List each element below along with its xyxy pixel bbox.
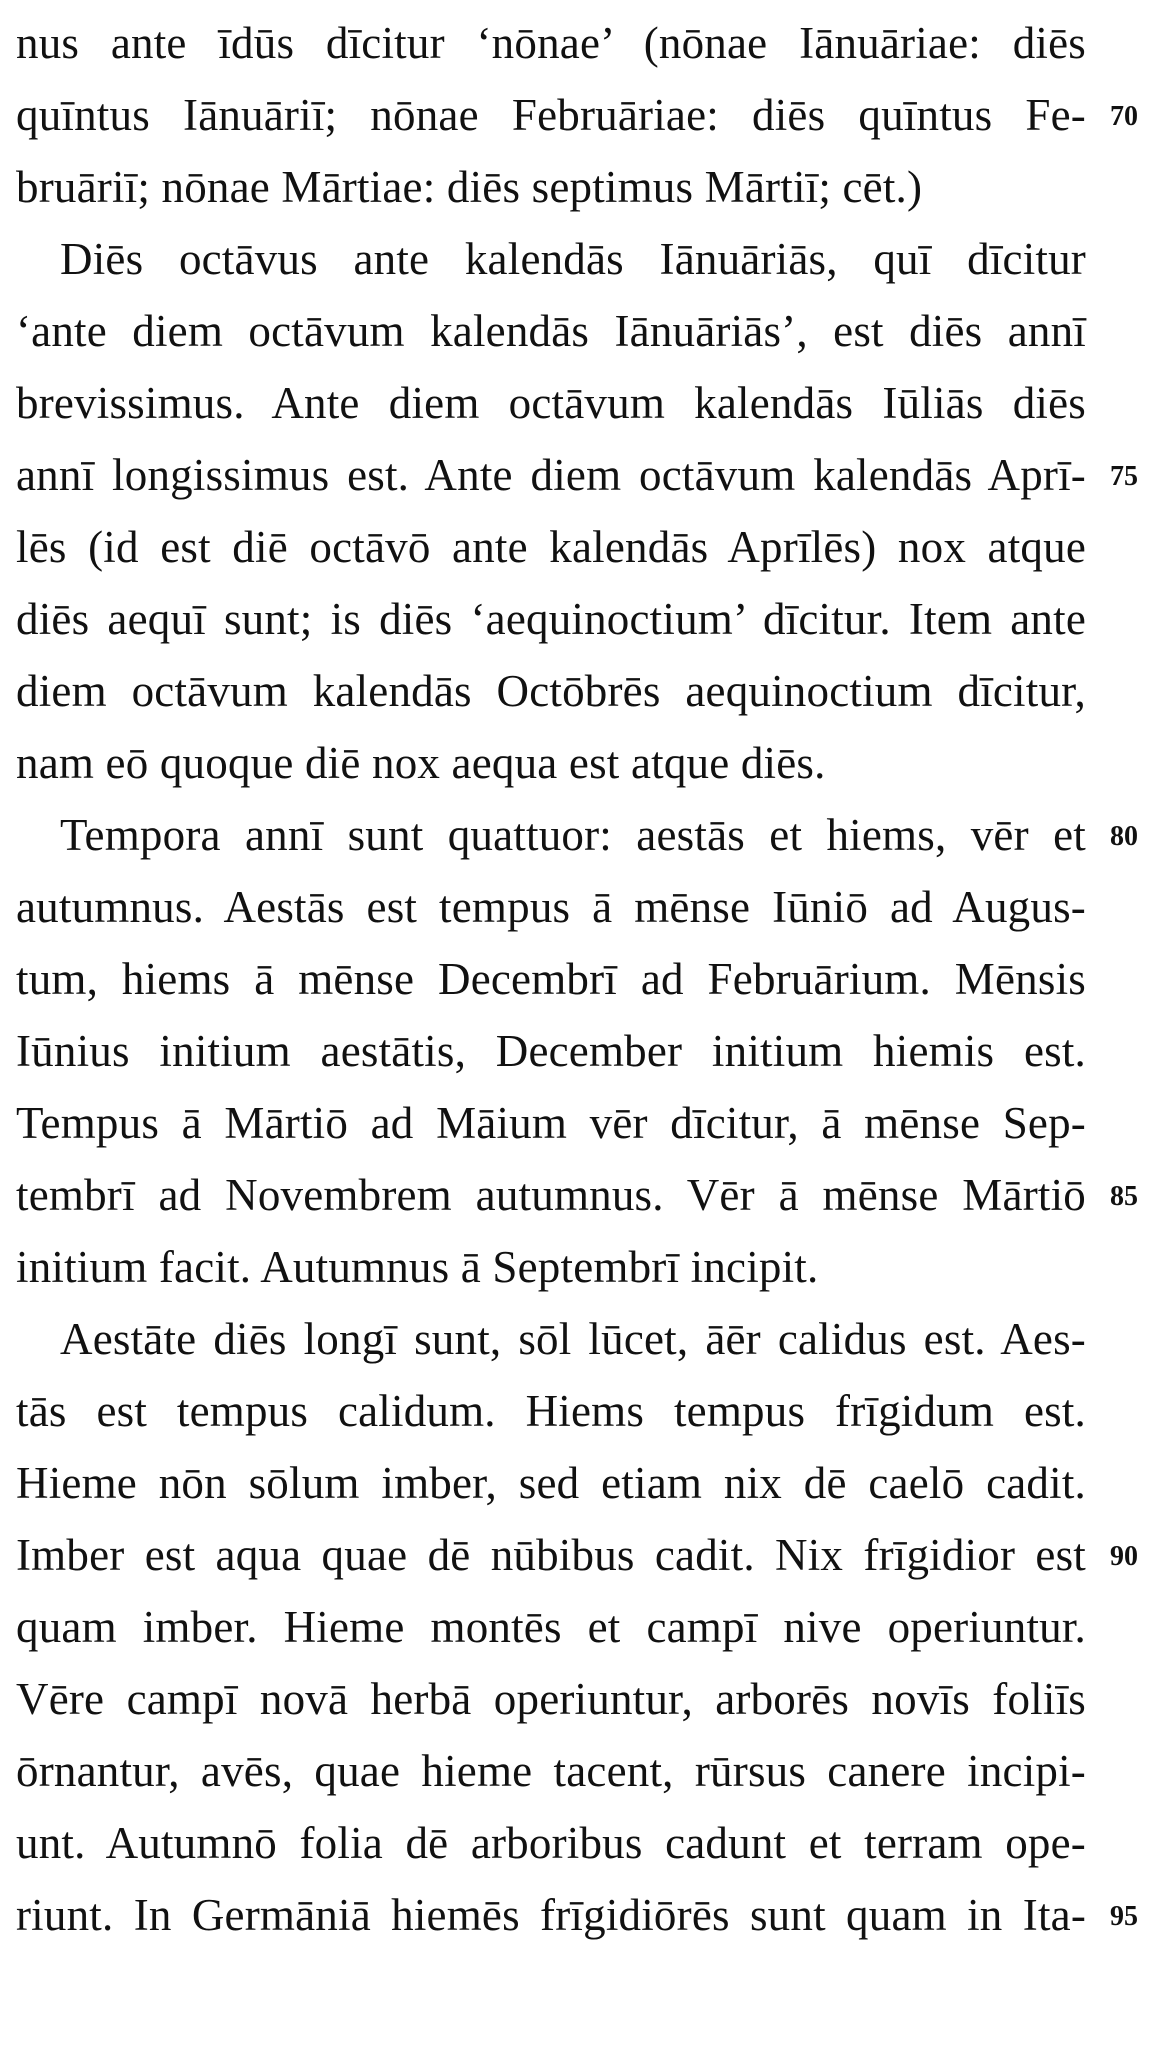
- text-line: lēs (id est diē octāvō ante kalendās Aprīlēs) nox atque: [16, 522, 1086, 572]
- text-line: Tempora annī sunt quattuor: aestās et hiems, vēr et: [60, 810, 1086, 860]
- text-line: nam eō quoque diē nox aequa est atque diēs.: [16, 738, 826, 788]
- text-line: quīntus Iānuāriī; nōnae Februāriae: diēs quīntus Fe-: [16, 90, 1086, 140]
- text-line: Tempus ā Mārtiō ad Māium vēr dīcitur, ā mēnse Sep-: [16, 1098, 1086, 1148]
- text-line: tās est tempus calidum. Hiems tempus frīgidum est.: [16, 1386, 1086, 1436]
- text-line: quam imber. Hieme montēs et campī nive operiuntur.: [16, 1602, 1086, 1652]
- text-line: Diēs octāvus ante kalendās Iānuāriās, quī dīcitur: [60, 234, 1086, 284]
- text-line: annī longissimus est. Ante diem octāvum kalendās Aprī-: [16, 450, 1086, 500]
- line-number: 70: [1110, 101, 1138, 132]
- text-line: tum, hiems ā mēnse Decembrī ad Februārium. Mēnsis: [16, 954, 1086, 1004]
- text-line: Imber est aqua quae dē nūbibus cadit. Nix frīgidior est: [16, 1530, 1086, 1580]
- text-line: tembrī ad Novembrem autumnus. Vēr ā mēnse Mārtiō: [16, 1170, 1086, 1220]
- line-number: 80: [1110, 821, 1138, 852]
- line-number: 85: [1110, 1181, 1138, 1212]
- text-line: Iūnius initium aestātis, December initium hiemis est.: [16, 1026, 1086, 1076]
- line-number: 75: [1110, 461, 1138, 492]
- text-line: ōrnantur, avēs, quae hieme tacent, rūrsus canere incipi-: [16, 1746, 1086, 1796]
- text-line: brevissimus. Ante diem octāvum kalendās Iūliās diēs: [16, 378, 1086, 428]
- text-line: bruāriī; nōnae Mārtiae: diēs septimus Mārtiī; cēt.): [16, 162, 923, 212]
- text-line: nus ante īdūs dīcitur ‘nōnae’ (nōnae Iānuāriae: diēs: [16, 18, 1086, 68]
- line-number: 90: [1110, 1541, 1138, 1572]
- text-line: autumnus. Aestās est tempus ā mēnse Iūniō ad Augus-: [16, 882, 1086, 932]
- line-number: 95: [1110, 1901, 1138, 1932]
- text-line: Hieme nōn sōlum imber, sed etiam nix dē caelō cadit.: [16, 1458, 1086, 1508]
- text-line: unt. Autumnō folia dē arboribus cadunt et terram ope-: [16, 1818, 1086, 1868]
- text-line: Aestāte diēs longī sunt, sōl lūcet, āēr calidus est. Aes-: [60, 1314, 1086, 1364]
- text-line: initium facit. Autumnus ā Septembrī incipit.: [16, 1242, 819, 1292]
- text-line: ‘ante diem octāvum kalendās Iānuāriās’, est diēs annī: [16, 306, 1086, 356]
- text-line: Vēre campī novā herbā operiuntur, arborēs novīs foliīs: [16, 1674, 1086, 1724]
- text-line: riunt. In Germāniā hiemēs frīgidiōrēs sunt quam in Ita-: [16, 1890, 1086, 1940]
- text-line: diēs aequī sunt; is diēs ‘aequinoctium’ dīcitur. Item ante: [16, 594, 1086, 644]
- text-line: diem octāvum kalendās Octōbrēs aequinoctium dīcitur,: [16, 666, 1086, 716]
